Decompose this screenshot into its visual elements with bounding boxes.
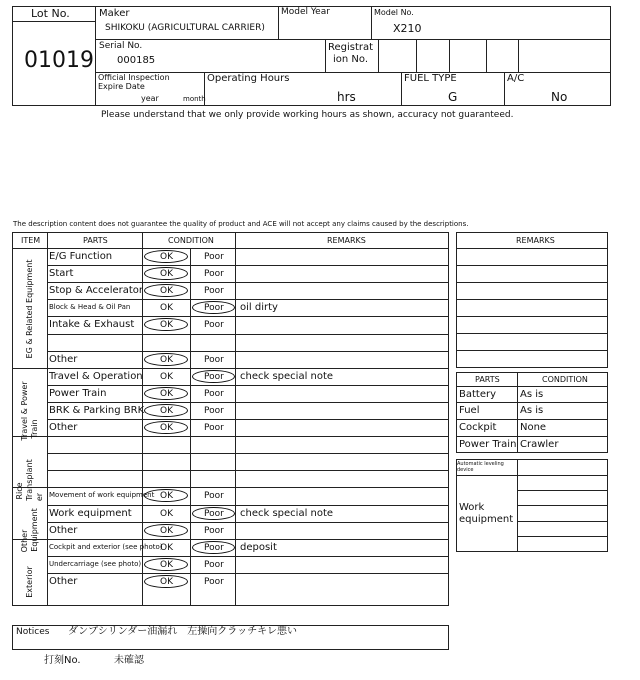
poor-option: Poor bbox=[204, 286, 224, 296]
inspection-label: Official Inspection bbox=[98, 73, 170, 82]
ok-circle-mark bbox=[144, 575, 188, 588]
ok-option: OK bbox=[160, 577, 173, 587]
ok-circle-mark bbox=[144, 353, 188, 366]
part-label: Start bbox=[49, 268, 74, 279]
poor-option: Poor bbox=[204, 509, 224, 519]
right-parts-item: Cockpit bbox=[459, 422, 497, 433]
ok-option: OK bbox=[160, 372, 173, 382]
ok-option: OK bbox=[160, 509, 173, 519]
month-label: month bbox=[183, 95, 206, 103]
right-parts-item: Battery bbox=[459, 389, 497, 400]
ok-circle-mark bbox=[144, 421, 188, 434]
poor-option: Poor bbox=[204, 389, 224, 399]
part-label: Undercarriage (see photo) bbox=[49, 560, 142, 568]
ok-option: OK bbox=[160, 491, 173, 501]
poor-option: Poor bbox=[204, 303, 224, 313]
poor-circle-mark bbox=[192, 507, 235, 520]
operating-hours-label: Operating Hours bbox=[207, 73, 290, 84]
ok-option: OK bbox=[160, 423, 173, 433]
remark-text: check special note bbox=[240, 508, 334, 519]
part-label: Other bbox=[49, 422, 78, 433]
year-label: year bbox=[141, 94, 159, 103]
stamp-label: 打刻No. bbox=[44, 655, 81, 666]
group-label-other-2: Equipment bbox=[30, 508, 39, 552]
part-label: Cockpit and exterior (see photo) bbox=[49, 543, 163, 551]
right-parts-col-parts: PARTS bbox=[475, 375, 500, 384]
stamp-value: 未確認 bbox=[114, 655, 144, 666]
ok-option: OK bbox=[160, 252, 173, 262]
remark-text: check special note bbox=[240, 371, 334, 382]
ok-option: OK bbox=[160, 303, 173, 313]
poor-option: Poor bbox=[204, 355, 224, 365]
part-label: Work equipment bbox=[49, 508, 132, 519]
maker-label: Maker bbox=[99, 8, 130, 19]
part-label: Power Train bbox=[49, 388, 107, 399]
ok-option: OK bbox=[160, 560, 173, 570]
ok-circle-mark bbox=[144, 387, 188, 400]
work-equipment-label-2: equipment bbox=[459, 514, 514, 525]
hours-notice: Please understand that we only provide working hours as shown, accuracy not guaranteed. bbox=[101, 110, 514, 120]
ok-circle-mark bbox=[144, 489, 188, 502]
group-label-other: Other bbox=[20, 529, 29, 553]
right-parts-item: Power Train bbox=[459, 439, 517, 450]
right-parts-value: Crawler bbox=[520, 439, 559, 450]
poor-option: Poor bbox=[204, 320, 224, 330]
right-parts-item: Fuel bbox=[459, 405, 480, 416]
hrs-label: hrs bbox=[337, 90, 356, 104]
part-label: Stop & Accelerator bbox=[49, 285, 144, 296]
model-no-value: X210 bbox=[393, 22, 422, 35]
poor-option: Poor bbox=[204, 491, 224, 501]
ok-option: OK bbox=[160, 406, 173, 416]
registration-label: Registrat bbox=[328, 42, 374, 53]
notices-label: Notices bbox=[16, 627, 50, 637]
remark-text: oil dirty bbox=[240, 302, 278, 313]
ok-option: OK bbox=[160, 389, 173, 399]
col-condition-header: CONDITION bbox=[168, 236, 214, 245]
ac-value: No bbox=[551, 90, 568, 104]
poor-option: Poor bbox=[204, 577, 224, 587]
right-parts-value: None bbox=[520, 422, 547, 433]
notices-text: ダンプシリンダー油漏れ 左操向クラッチキレ悪い bbox=[68, 626, 297, 637]
group-label-rice-2: Transplant bbox=[25, 459, 34, 501]
ok-circle-mark bbox=[144, 558, 188, 571]
part-label: Other bbox=[49, 525, 78, 536]
part-label: Intake & Exhaust bbox=[49, 319, 135, 330]
right-parts-value: As is bbox=[520, 405, 544, 416]
model-year-label: Model Year bbox=[281, 7, 330, 17]
ok-circle-mark bbox=[144, 267, 188, 280]
maker-value: SHIKOKU (AGRICULTURAL CARRIER) bbox=[105, 23, 265, 33]
poor-option: Poor bbox=[204, 269, 224, 279]
ok-circle-mark bbox=[144, 404, 188, 417]
ok-circle-mark bbox=[144, 250, 188, 263]
auto-leveling-label: Automatic leveling device bbox=[457, 461, 504, 473]
ok-option: OK bbox=[160, 543, 173, 553]
remark-text: deposit bbox=[240, 542, 277, 553]
ok-option: OK bbox=[160, 320, 173, 330]
ok-option: OK bbox=[160, 526, 173, 536]
disclaimer: The description content does not guarantee the quality of product and ACE will not accept any claims caused by the descriptions. bbox=[13, 220, 469, 228]
col-parts-header: PARTS bbox=[83, 236, 108, 245]
poor-circle-mark bbox=[192, 541, 235, 554]
lot-label: Lot No. bbox=[31, 7, 70, 20]
poor-circle-mark bbox=[192, 301, 235, 314]
ok-option: OK bbox=[160, 355, 173, 365]
right-parts-value: As is bbox=[520, 389, 544, 400]
group-label-travel: Travel & Power bbox=[20, 381, 29, 441]
model-no-label: Model No. bbox=[374, 8, 414, 17]
right-remarks-box bbox=[456, 232, 608, 368]
group-label-rice-3: er bbox=[35, 492, 44, 502]
group-label-rice: Rice bbox=[15, 482, 24, 500]
part-label: Movement of work equipment bbox=[49, 491, 155, 499]
part-label: BRK & Parking BRK bbox=[49, 405, 145, 416]
ac-label: A/C bbox=[507, 73, 525, 84]
part-label: E/G Function bbox=[49, 251, 113, 262]
group-label-eg: EG & Related Equipment bbox=[25, 259, 34, 359]
work-equipment-label: Work bbox=[459, 502, 485, 513]
poor-option: Poor bbox=[204, 423, 224, 433]
ok-circle-mark bbox=[144, 318, 188, 331]
ok-circle-mark bbox=[144, 524, 188, 537]
registration-label-2: ion No. bbox=[333, 54, 369, 65]
poor-option: Poor bbox=[204, 560, 224, 570]
ok-circle-mark bbox=[144, 284, 188, 297]
part-label: Other bbox=[49, 576, 78, 587]
part-label: Travel & Operation bbox=[49, 371, 143, 382]
ok-option: OK bbox=[160, 286, 173, 296]
poor-option: Poor bbox=[204, 372, 224, 382]
group-label-exterior: Exterior bbox=[25, 566, 34, 598]
col-item-header: ITEM bbox=[21, 236, 41, 245]
ok-option: OK bbox=[160, 269, 173, 279]
part-label: Block & Head & Oil Pan bbox=[49, 303, 131, 311]
right-remarks-title: REMARKS bbox=[516, 236, 555, 245]
poor-option: Poor bbox=[204, 252, 224, 262]
serial-value: 000185 bbox=[117, 55, 156, 66]
lot-number: 01019 bbox=[24, 48, 94, 73]
poor-option: Poor bbox=[204, 406, 224, 416]
group-label-travel-2: Train bbox=[30, 419, 39, 439]
poor-option: Poor bbox=[204, 543, 224, 553]
part-label: Other bbox=[49, 354, 78, 365]
fuel-type-value: G bbox=[448, 90, 458, 104]
inspection-label-2: Expire Date bbox=[98, 82, 145, 91]
poor-option: Poor bbox=[204, 526, 224, 536]
serial-label: Serial No. bbox=[99, 41, 143, 51]
fuel-type-label: FUEL TYPE bbox=[404, 73, 457, 84]
right-parts-col-condition: CONDITION bbox=[542, 375, 588, 384]
poor-circle-mark bbox=[192, 370, 235, 383]
col-remarks-header: REMARKS bbox=[327, 236, 366, 245]
